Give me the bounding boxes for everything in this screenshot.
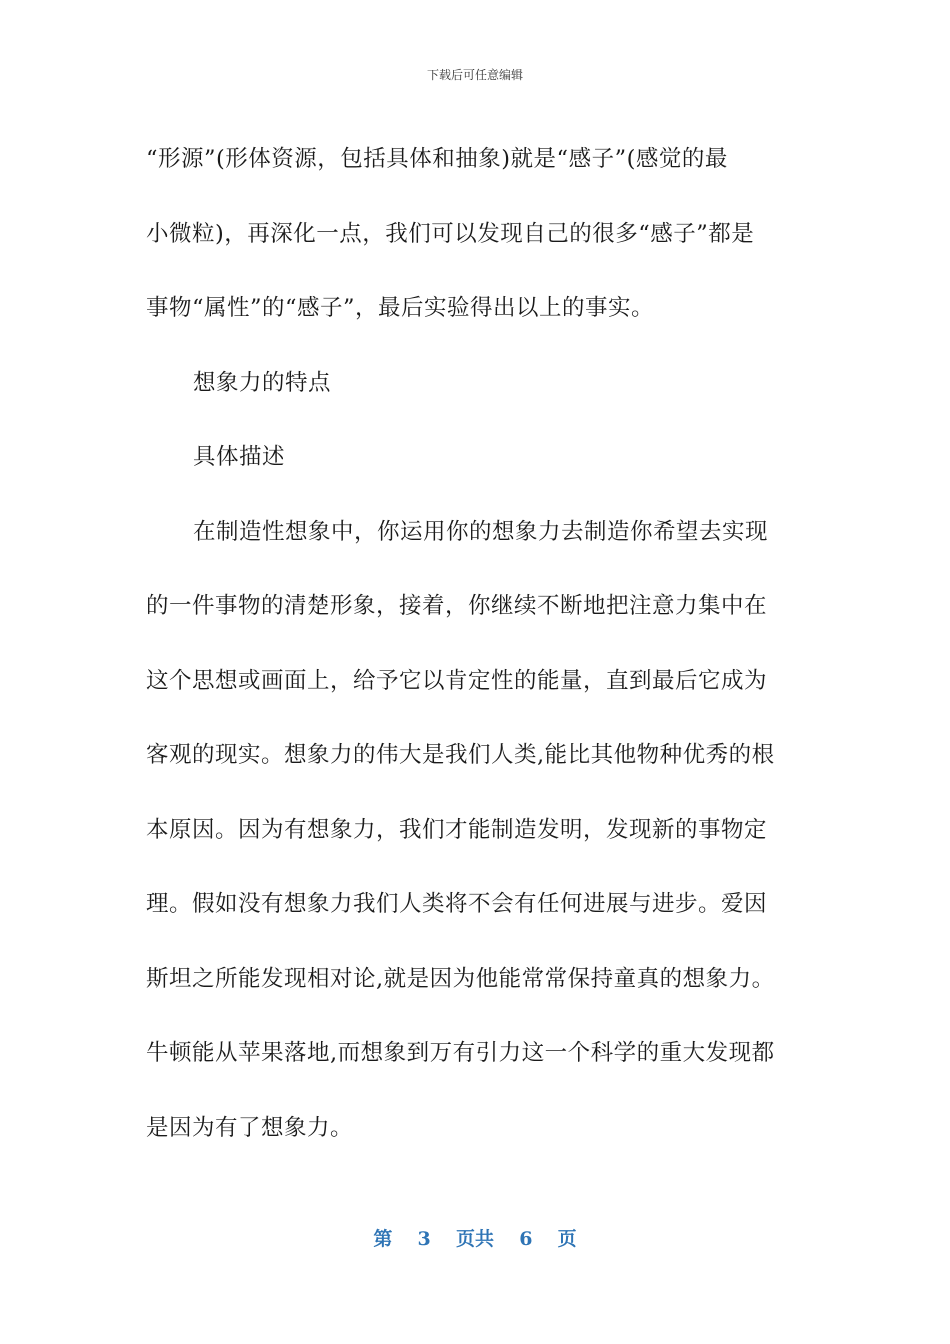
section-heading: 想象力的特点 bbox=[193, 369, 332, 396]
paragraph-line: 的一件事物的清楚形象，接着，你继续不断地把注意力集中在 bbox=[146, 593, 768, 619]
header-note: 下载后可任意编辑 bbox=[426, 68, 523, 82]
subsection-heading: 具体描述 bbox=[193, 444, 286, 470]
page-number-footer bbox=[0, 1224, 950, 1251]
paragraph-line: 是因为有了想象力。 bbox=[146, 1114, 354, 1141]
paragraph-line: 在制造性想象中，你运用你的想象力去制造你希望去实现 bbox=[193, 518, 769, 545]
paragraph-line: 理。假如没有想象力我们人类将不会有任何进展与进步。爱因 bbox=[146, 891, 768, 917]
paragraph-line: “形源”(形体资源，包括具体和抽象)就是“感子”(感觉的最 bbox=[146, 146, 728, 172]
paragraph-line: 斯坦之所能发现相对论,就是因为他能常常保持童真的想象力。 bbox=[146, 965, 775, 992]
paragraph-line: 这个思想或画面上，给予它以肯定性的能量，直到最后它成为 bbox=[146, 667, 768, 694]
paragraph-line: 牛顿能从苹果落地,而想象到万有引力这一个科学的重大发现都 bbox=[146, 1040, 775, 1066]
document-body bbox=[146, 122, 808, 1165]
paragraph-line: 小微粒)，再深化一点，我们可以发现自己的很多“感子”都是 bbox=[146, 220, 755, 247]
paragraph-line: 客观的现实。想象力的伟大是我们人类,能比其他物种优秀的根 bbox=[146, 742, 775, 768]
page-number-label: 第 3 页共 6 页 bbox=[373, 1228, 577, 1250]
paragraph-line: 事物“属性”的“感子”，最后实验得出以上的事实。 bbox=[146, 295, 655, 321]
paragraph-line: 本原因。因为有想象力，我们才能制造发明，发现新的事物定 bbox=[146, 816, 768, 843]
